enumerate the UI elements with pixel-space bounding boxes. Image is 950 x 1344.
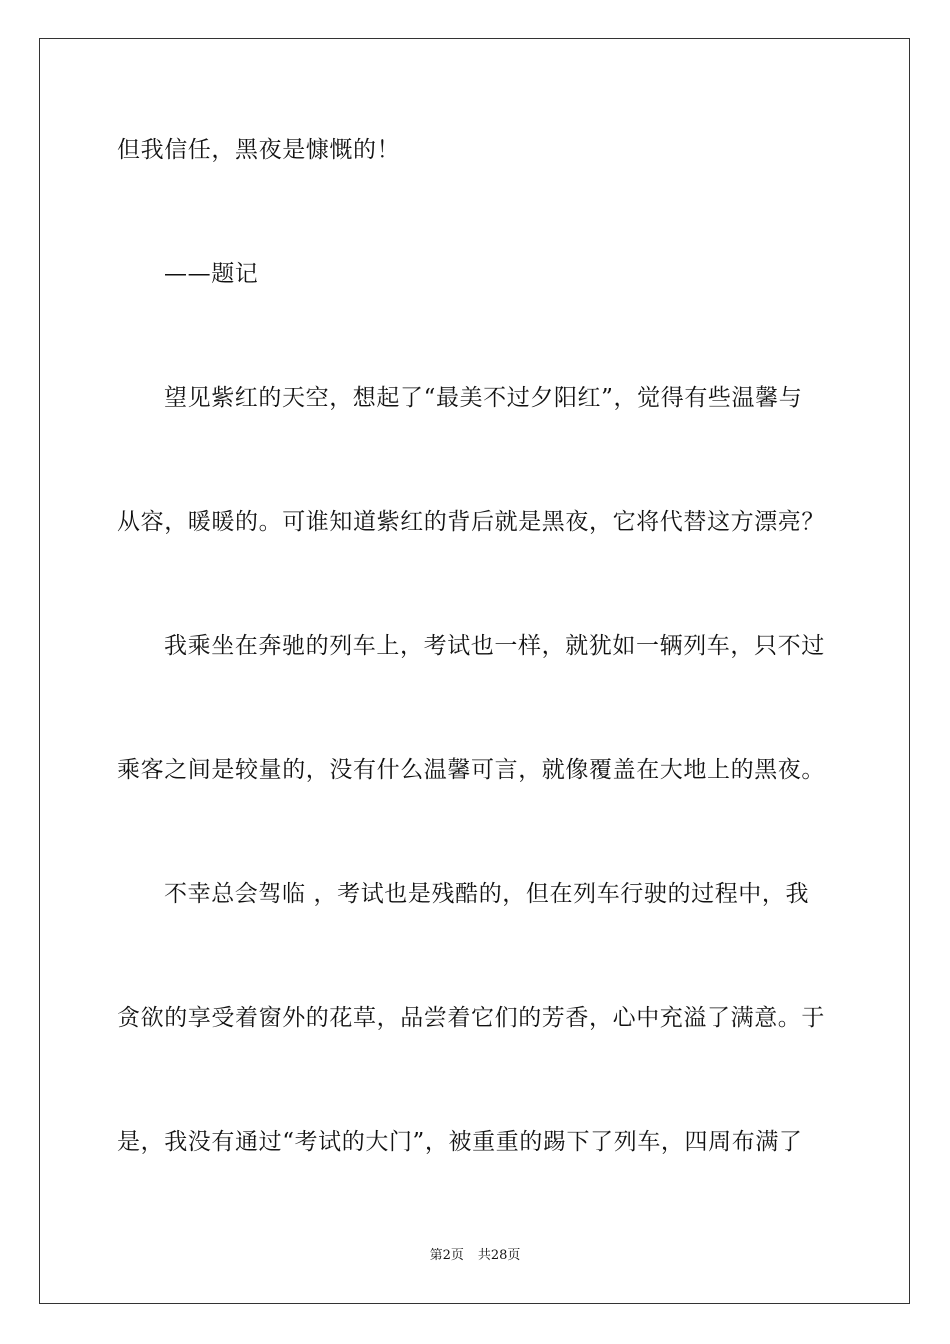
page-border <box>39 38 910 1304</box>
text-line-6: 乘客之间是较量的，没有什么温馨可言，就像覆盖在大地上的黑夜。 <box>117 757 825 783</box>
text-line-7: 不幸总会驾临 ，考试也是残酷的，但在列车行驶的过程中，我 <box>164 881 810 907</box>
text-line-4: 从容，暖暖的。可谁知道紫红的背后就是黑夜，它将代替这方漂亮？ <box>117 509 825 535</box>
text-line-8: 贪欲的享受着窗外的花草，品尝着它们的芳香，心中充溢了满意。于 <box>117 1005 825 1031</box>
text-line-3: 望见紫红的天空，想起了“最美不过夕阳红”，觉得有些温馨与 <box>164 385 803 411</box>
text-line-1: 但我信任，黑夜是慷慨的！ <box>117 137 401 163</box>
page-footer <box>0 1247 950 1265</box>
page-number: 第2页 <box>429 1248 464 1263</box>
page-total: 共28页 <box>477 1248 521 1263</box>
text-line-9: 是，我没有通过“考试的大门”，被重重的踢下了列车，四周布满了 <box>117 1129 803 1155</box>
text-line-2: ——题记 <box>164 261 259 287</box>
text-line-5: 我乘坐在奔驰的列车上，考试也一样，就犹如一辆列车，只不过 <box>164 633 825 659</box>
